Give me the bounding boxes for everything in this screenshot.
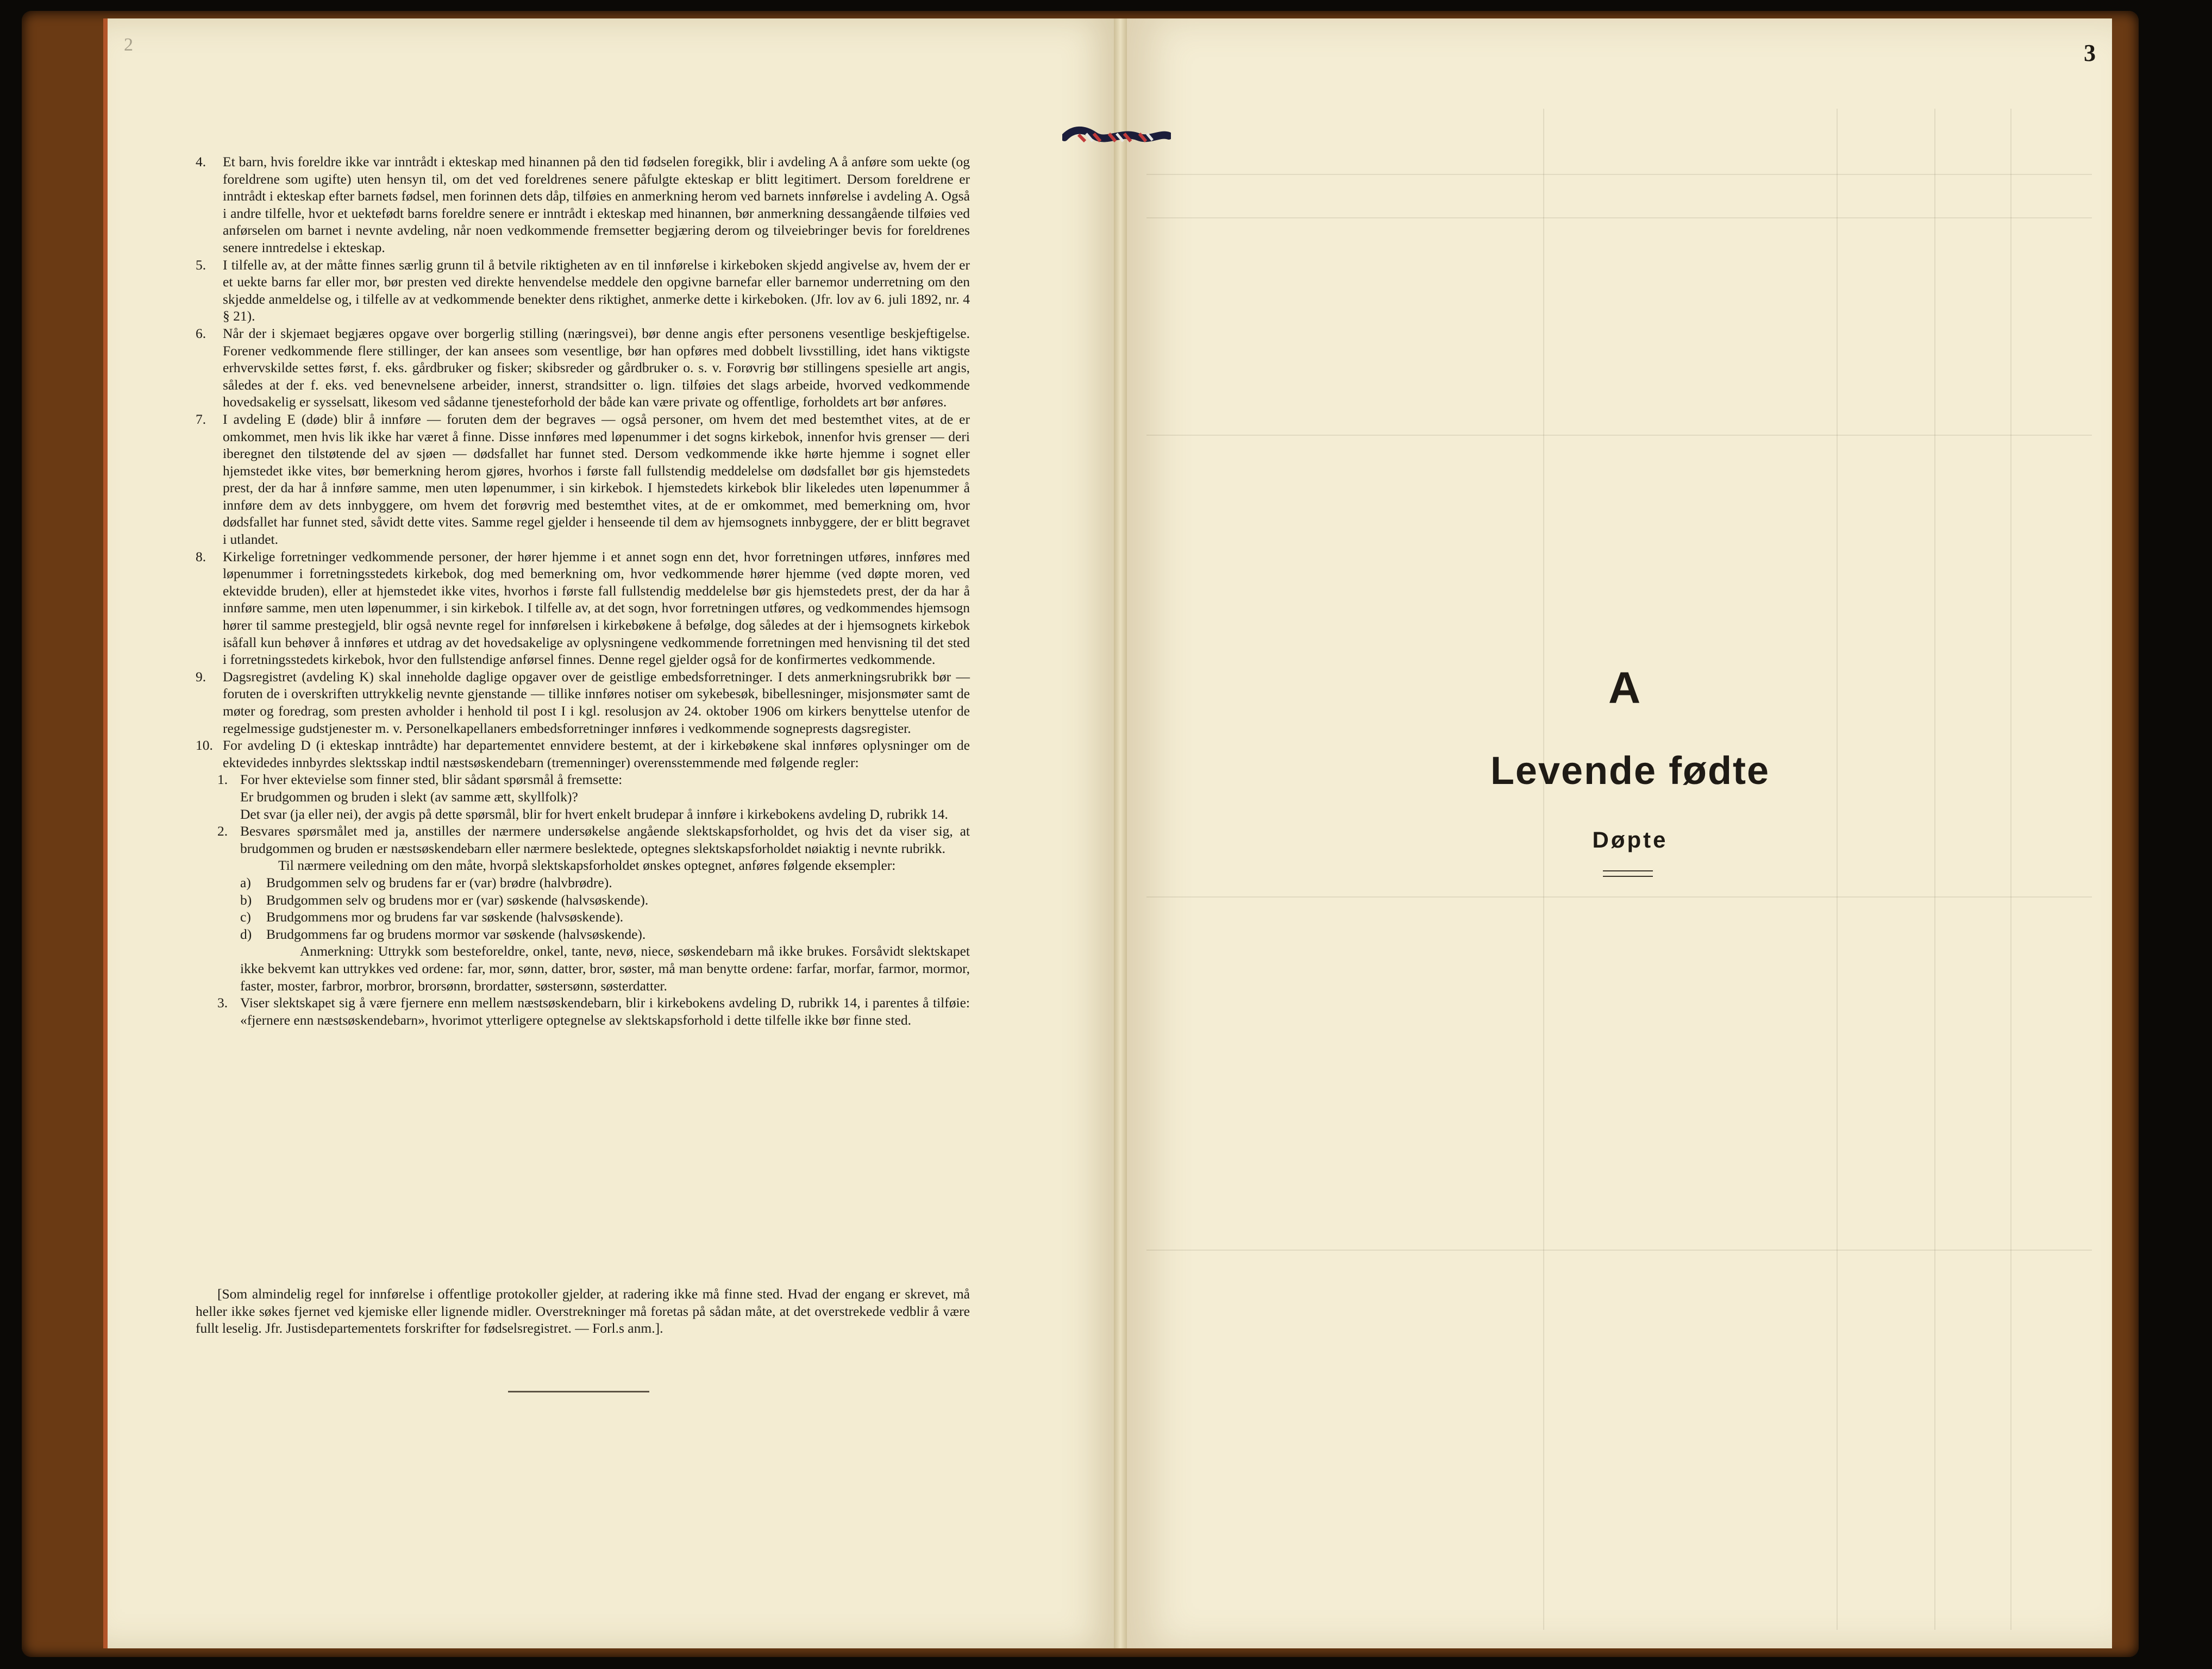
rule-item: 5. I tilfelle av, at der måtte finnes særlig grunn til å betvile riktigheten av en til innførelse i kirkeboken skjedd angivelse av, hvem der er et uekte barns far eller mor, bør presten ved direkte henvendelse meddele den opgivne barnefar eller barnemor underretning om den skjedde anmeldelse og, i tilfelle av at vedkommende benekter dens riktighet, anmerke dette i kirkeboken. (Jfr. lov av 6. juli 1892, nr. 4 § 21). <box>196 256 970 324</box>
bookmark-ribbon-icon <box>1062 125 1171 150</box>
rule-item: 10. For avdeling D (i ekteskap inntrådte) har departementet ennvidere bestemt, at der i kirkebøkene skal innføres oplysninger om de ektevidedes innbyrdes slektsskap indtil næstsøskendebarn (tremenninger) overensstemmende med følgende regler: <box>196 737 970 770</box>
rule-guidance: Til nærmere veiledning om den måte, hvorpå slektskapsforholdet ønskes optegnet, anføres følgende eksempler: <box>278 857 896 874</box>
section-double-rule <box>1603 870 1653 877</box>
divider <box>508 1391 649 1392</box>
rule-item: 4. Et barn, hvis foreldre ikke var inntrådt i ekteskap med hinannen på den tid fødselen foregikk, blir i avdeling A å anføre som uekte (og foreldrene som ugifte) uten hensyn til, om det ved foreldrenes senere påfulgte ekteskap er blitt legitimert. Dersom foreldrene er inntrådt i ekteskap efter barnets fødsel, men forinnen dets dåp, tilføies en anmerkning herom ved barnets innførelse i avdeling A. Også i andre tilfelle, hvor et uektefødt barns foreldre senere er inntrådt i ekteskap med hinannen, bør anmerkning dessangående tilføies ved anførselen om barnet i nevnte avdeling, når noen vedkommende fremsetter begjæring derom og tilveiebringer bevis for foreldrenes senere inntredelse i ekteskap. <box>196 154 970 255</box>
rule-item: 9. Dagsregistret (avdeling K) skal inneholde daglige opgaver over de geistlige embedsforretninger. I dets anmerkningsrubrikk bør — foruten de i overskriften uttrykkelig nevnte gjenstande — tillike innføres notiser om sykebesøk, bibellesninger, misjonsmøter samt de møter og foredrag, som presten avholder i henhold til post I i kgl. resolusjon av 24. oktober 1906 om kirkers benyttelse utenfor de regelmessige gudstjenester m. v. Personelkapellaners embedsforretninger innføres i vedkommende sogneprests dagsregister. <box>196 668 970 736</box>
rule-item: 8. Kirkelige forretninger vedkommende personer, der hører hjemme i et annet sogn enn det, hvor forretningen utføres, innføres med løpenummer i forretningsstedets kirkebok, dog med bemerkning om, hvor vedkommende hører hjemme (ved døpte moren, ved ektevidde bruden), eller at hjemstedet ikke vites, hvorhos i første fall fullstendig meddelelse bør gis hjemstedets prest, der da har å innføre samme, men uten løpenummer, i sin kirkebok. I tilfelle av, at det sogn, hvor forretningen utføres, og vedkommendes hjemsogn hører til samme prestegjeld, blir også nevnte regel for innførelsen i kirkebøkene å befølge, dog således at der i hjemsognets kirkebok isåfall kun behøver å innføres et utdrag av det hovedsakelige av oplysningene vedkommende forretningen med henvisning til det sted i forretningsstedets kirkebok, hvor den fullstendige anførsel finnes. Denne regel gjelder også for de konfirmertes vedkommende. <box>196 548 970 668</box>
rule-sub-line: Er brudgommen og bruden i slekt (av samme ætt, skyllfolk)? <box>240 788 578 805</box>
example-item: b) Brudgommen selv og brudens mor er (var) søskende (halvsøskende). <box>240 892 649 908</box>
margin-mark: 2 <box>124 35 133 55</box>
example-item: a) Brudgommen selv og brudens far er (var) brødre (halvbrødre). <box>240 874 612 890</box>
example-item: d) Brudgommens far og brudens mormor var søskende (halvsøskende). <box>240 926 646 942</box>
page-number: 3 <box>2084 40 2096 66</box>
example-item: c) Brudgommens mor og brudens far var søskende (halvsøskende). <box>240 909 624 925</box>
book-gutter <box>1114 18 1127 1648</box>
footnote: [Som almindelig regel for innførelse i offentlige protokoller gjelder, at radering ikke må finne sted. Hvad der engang er skrevet, må heller ikke søkes fjernet ved kjemiske eller lignende midler. Overstrekninger må foretas på sådan måte, at det overstrekede vedblir å være fullt leselig. Jfr. Justisdepartementets forskrifter for fødselsregistret. — Forl.s anm.]. <box>196 1286 970 1337</box>
rule-sub-item: 2. Besvares spørsmålet med ja, anstilles der nærmere undersøkelse angående slektskapsforholdet, og hvis det da viser sig, at brudgommen og bruden er næstsøskendebarn eller nærmere beslektede, optegnes slektskapsforholdet nøiaktig i nevnte rubrikk. <box>217 823 970 856</box>
rule-sub-line: Det svar (ja eller nei), der avgis på dette spørsmål, blir for hvert enkelt brudepar å innføre i kirkebokens avdeling D, rubrikk 14. <box>240 806 948 822</box>
rule-sub-item: 1. For hver ektevielse som finner sted, blir sådant spørsmål å fremsette: <box>217 771 623 788</box>
rule-item: 6. Når der i skjemaet begjæres opgave over borgerlig stilling (næringsvei), bør denne angis efter personens vesentlige beskjeftigelse. Forener vedkommende flere stillinger, der kan ansees som vesentlige, bør han opføres med dobbelt livsstilling, idet hans viktigste erhvervskilde settes først, f. eks. gårdbruker og fisker; skibsreder og gårdbruker o. s. v. Forøvrig bør stillingens spesielle art angis, således at der f. eks. ved benevnelsene arbeider, innerst, strandsitter o. lign. tilføies det slags arbeide, hvorved vedkommende hovedsakelig er sysselsatt, likesom ved sådanne tjenesteforhold der både kan være private og offentlige, forholdets art bør anføres. <box>196 325 970 410</box>
example-remark: Anmerkning: Uttrykk som besteforeldre, onkel, tante, nevø, niece, søskendebarn må ikke brukes. Forsåvidt slektskapet ikke bekvemt kan uttrykkes ved ordene: far, mor, sønn, datter, bror, søster, må man benytte ordene: farfar, morfar, farmor, mormor, faster, moster, farbror, morbror, brorsønn, brordatter, søstersønn, søsterdatter. <box>240 943 970 994</box>
instructions-text <box>196 153 970 1028</box>
rule-item: 7. I avdeling E (døde) blir å innføre — foruten dem der begraves — også personer, om hvem det med bestemthet vites, at de er omkommet, men hvis lik ikke har været å finne. Disse innføres med løpenummer i det sogns kirkebok, innenfor hvis grenser — deri iberegnet den tilstøtende del av sjøen — dødsfallet har funnet sted. Dersom vedkommende ikke hørte hjemme i sognet eller hjemstedet ikke vites, bør bemerkning herom gjøres, hvorhos i første fall fullstendig meddelelse om dødsfallet bør gis hjemstedets prest, der da har å innføre samme, men uten løpenummer, i sin kirkebok. I hjemstedets kirkebok blir likeledes uten løpenummer å innføre dem av dets innbyggere, om hvem det forøvrig med bestemthet vites, at de er omkommet, med bemerkning om, hvor dødsfallet har funnet sted, såvidt dette vites. Samme regel gjelder i henseende til dem av hjemsognets innbyggere, der er blitt begravet i utlandet. <box>196 411 970 548</box>
section-letter: A <box>1608 663 1641 713</box>
section-title: Levende fødte <box>1490 749 1770 793</box>
section-subtitle: Døpte <box>1592 827 1668 852</box>
rule-sub-item: 3. Viser slektskapet sig å være fjernere enn mellem næstsøskendebarn, blir i kirkebokens avdeling D, rubrikk 14, i parentes å tilføie: «fjernere enn næstsøskendebarn», hvorimot ytterligere optegnelse av slektskapsforhold i dette tilfelle ikke bør finne sted. <box>217 995 970 1028</box>
